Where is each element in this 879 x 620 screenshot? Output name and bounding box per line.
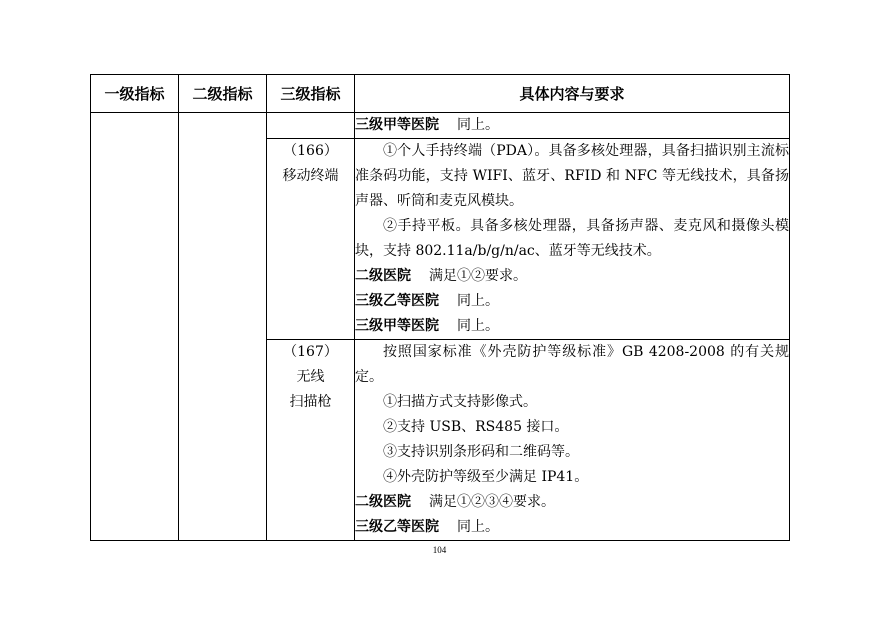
content-cell-166 [355, 139, 790, 340]
grade-label: 二级医院 [355, 268, 411, 284]
item-name-line1: 无线 [296, 369, 325, 385]
grade-text: 同上。 [457, 318, 499, 334]
grade-text: 同上。 [457, 293, 499, 309]
table-row [91, 113, 790, 139]
level2-cell [179, 113, 267, 541]
requirement-item: ③支持识别条形码和二维码等。 [383, 444, 579, 460]
grade-label: 三级乙等医院 [355, 293, 439, 309]
level1-cell [91, 113, 179, 541]
item-number: （167） [283, 344, 338, 360]
grade-line [355, 515, 789, 540]
grade-label: 二级医院 [355, 494, 411, 510]
grade-label: 三级乙等医院 [355, 519, 439, 535]
grade-text: 满足①②要求。 [429, 268, 527, 284]
content-cell-167 [355, 340, 790, 541]
grade-text: 同上。 [457, 117, 499, 133]
requirement-paragraph: ②手持平板。具备多核处理器，具备扬声器、麦克风和摄像头模块，支持 802.11a/b/g/n/ac、蓝牙等无线技术。 [355, 218, 789, 259]
requirement-item: ④外壳防护等级至少满足 IP41。 [383, 469, 589, 485]
grade-label: 三级甲等医院 [355, 318, 439, 334]
content-cell-prev [355, 113, 790, 139]
indicator-table [90, 74, 790, 541]
item-name: 移动终端 [282, 168, 339, 184]
level3-cell-166 [267, 139, 355, 340]
item-name-line2: 扫描枪 [289, 394, 332, 410]
grade-text: 满足①②③④要求。 [429, 494, 555, 510]
requirement-item: ②支持 USB、RS485 接口。 [383, 419, 569, 435]
grade-line [355, 314, 789, 339]
item-number: （166） [283, 143, 338, 159]
header-level1: 一级指标 [91, 75, 179, 113]
requirement-paragraph: ①个人手持终端（PDA）。具备多核处理器，具备扫描识别主流标准条码功能，支持 WIFI、蓝牙、RFID 和 NFC 等无线技术，具备扬声器、听筒和麦克风模块。 [355, 143, 789, 209]
header-content: 具体内容与要求 [355, 75, 790, 113]
requirement-intro: 按照国家标准《外壳防护等级标准》GB 4208-2008 的有关规定。 [355, 344, 789, 385]
grade-line [355, 490, 789, 515]
grade-line [355, 113, 789, 138]
header-level3: 三级指标 [267, 75, 355, 113]
requirement-item: ①扫描方式支持影像式。 [383, 394, 537, 410]
grade-line [355, 289, 789, 314]
page-number: 104 [432, 545, 447, 555]
grade-label: 三级甲等医院 [355, 117, 439, 133]
grade-line [355, 264, 789, 289]
header-level2: 二级指标 [179, 75, 267, 113]
level3-cell-prev [267, 113, 355, 139]
grade-text: 同上。 [457, 519, 499, 535]
level3-cell-167 [267, 340, 355, 541]
table-header-row [91, 75, 790, 113]
